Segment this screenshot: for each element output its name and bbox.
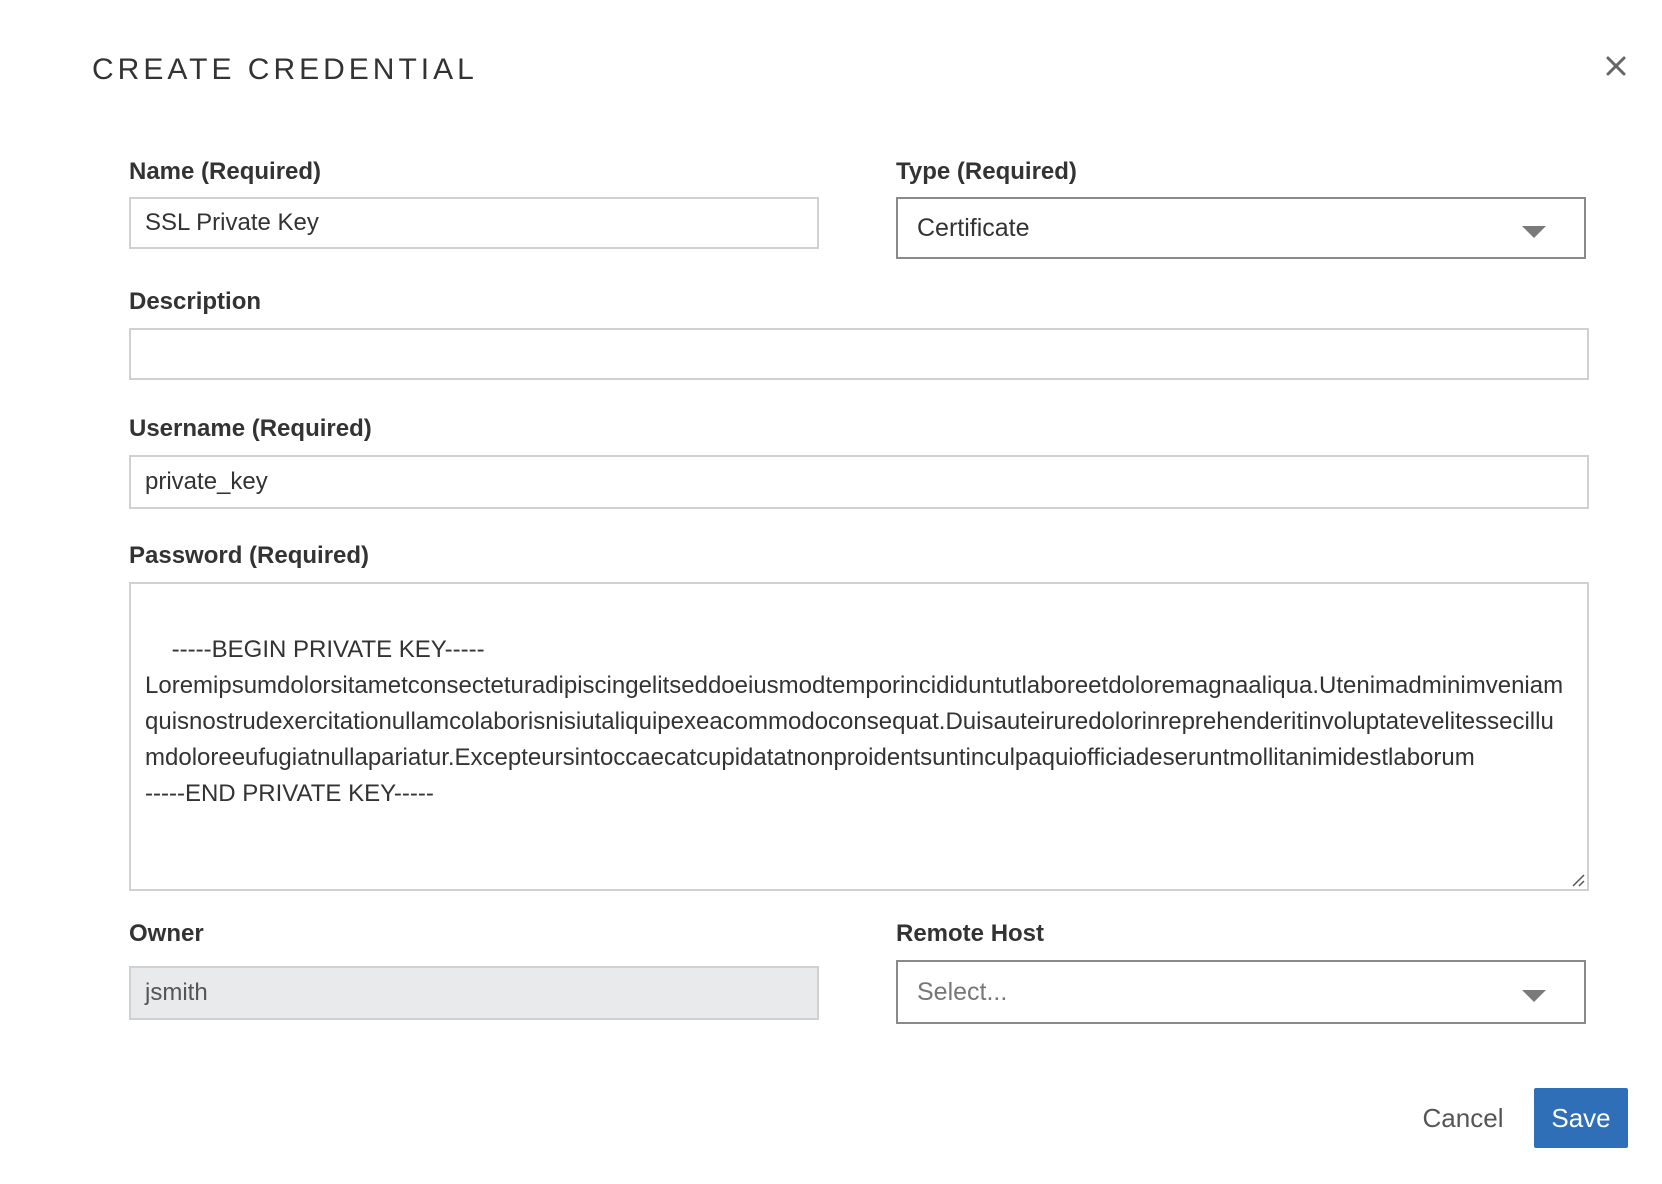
password-value: -----BEGIN PRIVATE KEY----- Loremipsumdolorsitametconsecteturadipiscingelitseddoeiusmodtemporincididuntutlaboreetdoloremagnaaliqua.Utenimadminimveniamquisnostrudexercitationullamcolaborisnisiutaliquipexeacommodoconsequat.Duisauteiruredolorinreprehenderitinvoluptatevelitessecillumdoloreeufugiatnullapariatur.Excepteursintoccaecatcupidatatnonproidentsuntinculpaquiofficiadeseruntmollitanimidestlaborum -----END PRIVATE KEY----- (145, 636, 1564, 807)
owner-label: Owner (129, 920, 204, 947)
name-input[interactable] (129, 197, 819, 249)
resize-handle-icon[interactable] (1569, 871, 1585, 887)
name-label: Name (Required) (129, 158, 322, 185)
name-value: SSL Private Key (145, 209, 319, 236)
type-selected-value: Certificate (917, 213, 1030, 242)
type-label: Type (Required) (896, 158, 1077, 185)
password-textarea[interactable] (129, 582, 1589, 891)
remote-host-label: Remote Host (896, 920, 1045, 947)
username-input[interactable] (129, 455, 1589, 509)
username-value: private_key (145, 468, 268, 495)
close-button[interactable] (1598, 48, 1634, 84)
chevron-down-icon (1522, 226, 1546, 238)
chevron-down-icon (1522, 990, 1546, 1002)
remote-host-placeholder: Select... (917, 977, 1008, 1006)
username-label: Username (Required) (129, 415, 372, 442)
save-button[interactable]: Save (1534, 1088, 1628, 1148)
cancel-button[interactable]: Cancel (1422, 1102, 1504, 1133)
owner-input (129, 966, 819, 1020)
description-label: Description (129, 288, 262, 315)
owner-value: jsmith (145, 979, 208, 1006)
description-input[interactable] (129, 328, 1589, 380)
remote-host-select[interactable] (896, 960, 1586, 1024)
type-select[interactable] (896, 197, 1586, 259)
dialog-title: CREATE CREDENTIAL (92, 53, 478, 86)
password-label: Password (Required) (129, 542, 370, 569)
close-icon (1605, 55, 1627, 77)
